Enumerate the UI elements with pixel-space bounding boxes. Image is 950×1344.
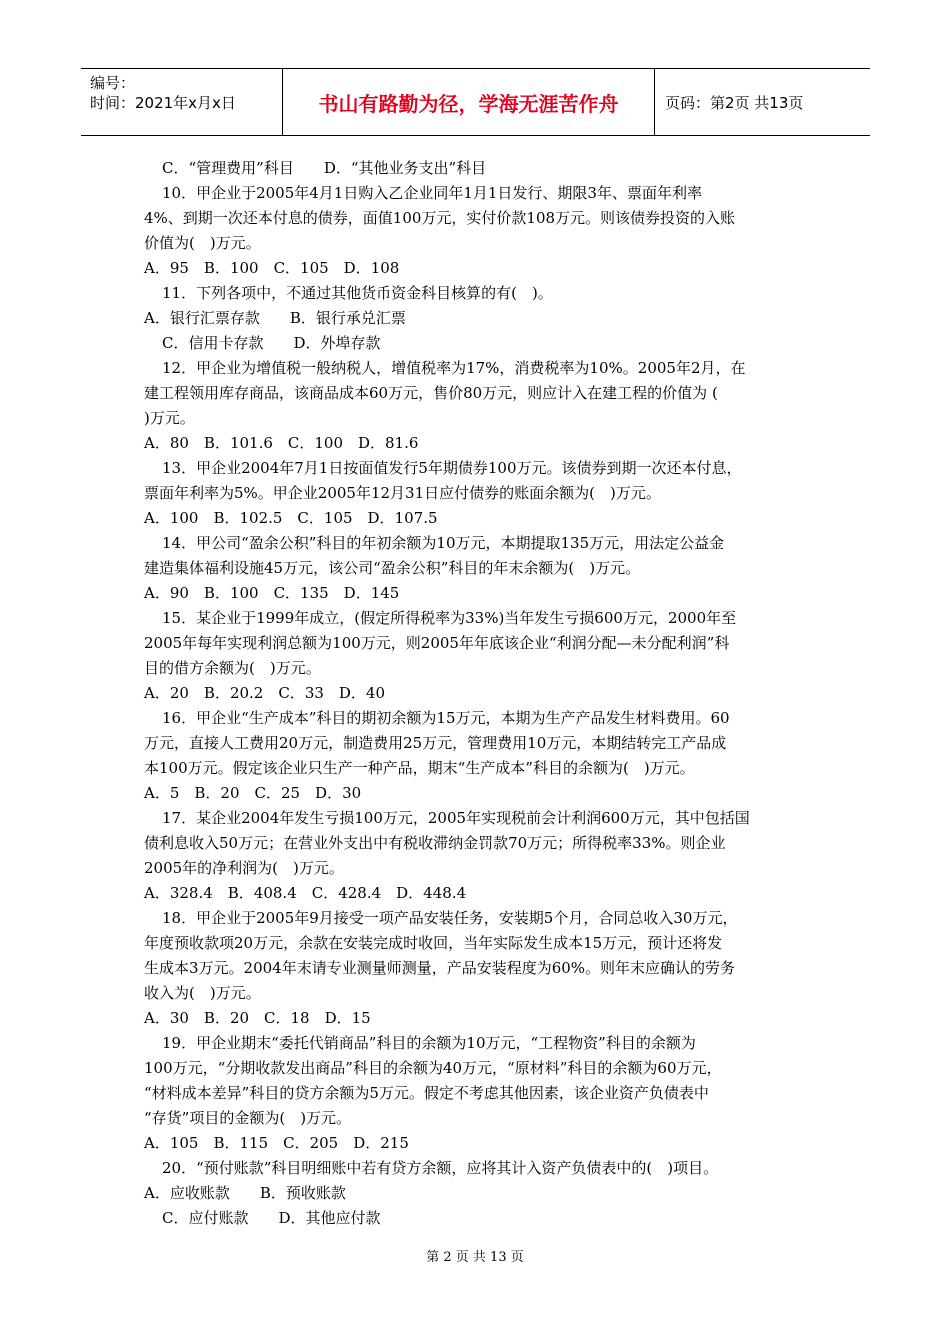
text-line: 2005年的净利润为( )万元。 bbox=[144, 859, 344, 877]
text-line: 收入为( )万元。 bbox=[144, 984, 261, 1002]
text-line: 本100万元。假定该企业只生产一种产品，期末“生产成本”科目的余额为( )万元。 bbox=[144, 759, 695, 777]
text-line: 11．下列各项中，不通过其他货币资金科目核算的有( )。 bbox=[162, 284, 553, 302]
text-line: 19．甲企业期末“委托代销商品”科目的余额为10万元，“工程物资”科目的余额为 bbox=[162, 1034, 696, 1052]
text-line: 16．甲企业“生产成本”科目的期初余额为15万元，本期为生产产品发生材料费用。60 bbox=[162, 709, 730, 727]
text-line: A．20 B．20.2 C．33 D．40 bbox=[144, 684, 386, 702]
text-line: 14．甲公司“盈余公积”科目的年初余额为10万元，本期提取135万元，用法定公益金 bbox=[162, 534, 725, 552]
document-time-label: 时间：2021年x月x日 bbox=[90, 94, 236, 112]
text-line: 17．某企业2004年发生亏损100万元，2005年实现税前会计利润600万元，其中包括国 bbox=[162, 809, 750, 827]
page-footer: 第 2 页 共 13 页 bbox=[426, 1250, 524, 1265]
text-line: 12．甲企业为增值税一般纳税人，增值税率为17%，消费税率为10%。2005年2月，在 bbox=[162, 359, 746, 377]
header-page-number: 页码：第2页 共13页 bbox=[665, 93, 804, 112]
text-line: 万元，直接人工费用20万元，制造费用25万元，管理费用10万元，本期结转完工产品成 bbox=[144, 734, 727, 752]
text-line: A．5 B．20 C．25 D．30 bbox=[144, 784, 362, 802]
header-motto: 书山有路勤为径，学海无涯苦作舟 bbox=[283, 69, 655, 135]
text-line: 生成本3万元。2004年末请专业测量师测量，产品安装程度为60%。则年末应确认的劳务 bbox=[144, 959, 736, 977]
text-line: A．90 B．100 C．135 D．145 bbox=[144, 584, 400, 602]
text-line: 20．“预付账款”科目明细账中若有贷方余额，应将其计入资产负债表中的( )项目。 bbox=[162, 1159, 719, 1177]
header-meta bbox=[81, 69, 283, 135]
text-line: A．银行汇票存款 B．银行承兑汇票 bbox=[144, 309, 406, 327]
text-line: 10．甲企业于2005年4月1日购入乙企业同年1月1日发行、期限3年、票面年利率 bbox=[162, 184, 702, 202]
page-header bbox=[81, 68, 870, 136]
text-line: C．信用卡存款 D．外埠存款 bbox=[162, 334, 381, 352]
text-line: A．95 B．100 C．105 D．108 bbox=[144, 259, 400, 277]
text-line: 年度预收款项20万元，余款在安装完成时收回，当年实际发生成本15万元，预计还将发 bbox=[144, 934, 723, 952]
text-line: “存货”项目的金额为( )万元。 bbox=[144, 1109, 352, 1127]
text-line: 13．甲企业2004年7月1日按面值发行5年期债券100万元。该债券到期一次还本付息， bbox=[162, 459, 742, 477]
text-line: A．30 B．20 C．18 D．15 bbox=[144, 1009, 371, 1027]
text-line: “材料成本差异”科目的贷方余额为5万元。假定不考虑其他因素，该企业资产负债表中 bbox=[144, 1084, 709, 1102]
text-line: 4%、到期一次还本付息的债券，面值100万元，实付价款108万元。则该债券投资的入账 bbox=[144, 209, 736, 227]
text-line: A．328.4 B．408.4 C．428.4 D．448.4 bbox=[144, 884, 467, 902]
text-line: 15．某企业于1999年成立，(假定所得税率为33%)当年发生亏损600万元，2000年至 bbox=[162, 609, 737, 627]
text-line: A．应收账款 B．预收账款 bbox=[144, 1184, 346, 1202]
text-line: A．80 B．101.6 C．100 D．81.6 bbox=[144, 434, 419, 452]
text-line: C．应付账款 D．其他应付款 bbox=[162, 1209, 381, 1227]
text-line: 建工程领用库存商品，该商品成本60万元，售价80万元，则应计入在建工程的价值为 ( bbox=[144, 384, 718, 402]
text-line: 票面年利率为5%。甲企业2005年12月31日应付债券的账面余额为( )万元。 bbox=[144, 484, 661, 502]
document-number-label: 编号： bbox=[90, 74, 136, 92]
text-line: 债利息收入50万元；在营业外支出中有税收滞纳金罚款70万元；所得税率33%。则企业 bbox=[144, 834, 726, 852]
text-line: 100万元，“分期收款发出商品”科目的余额为40万元，“原材料”科目的余额为60万元， bbox=[144, 1059, 722, 1077]
text-line: 2005年每年实现利润总额为100万元，则2005年年底该企业“利润分配—未分配利润”科 bbox=[144, 634, 730, 652]
text-line: 建造集体福利设施45万元，该公司“盈余公积”科目的年末余额为( )万元。 bbox=[144, 559, 641, 577]
text-line: 18．甲企业于2005年9月接受一项产品安装任务，安装期5个月，合同总收入30万元， bbox=[162, 909, 738, 927]
text-line: 目的借方余额为( )万元。 bbox=[144, 659, 321, 677]
text-line: A．100 B．102.5 C．105 D．107.5 bbox=[144, 509, 438, 527]
text-line: 价值为( )万元。 bbox=[144, 234, 261, 252]
text-line: C．“管理费用”科目 D．“其他业务支出”科目 bbox=[162, 159, 487, 177]
text-line: )万元。 bbox=[144, 409, 195, 427]
text-line: A．105 B．115 C．205 D．215 bbox=[144, 1134, 409, 1152]
